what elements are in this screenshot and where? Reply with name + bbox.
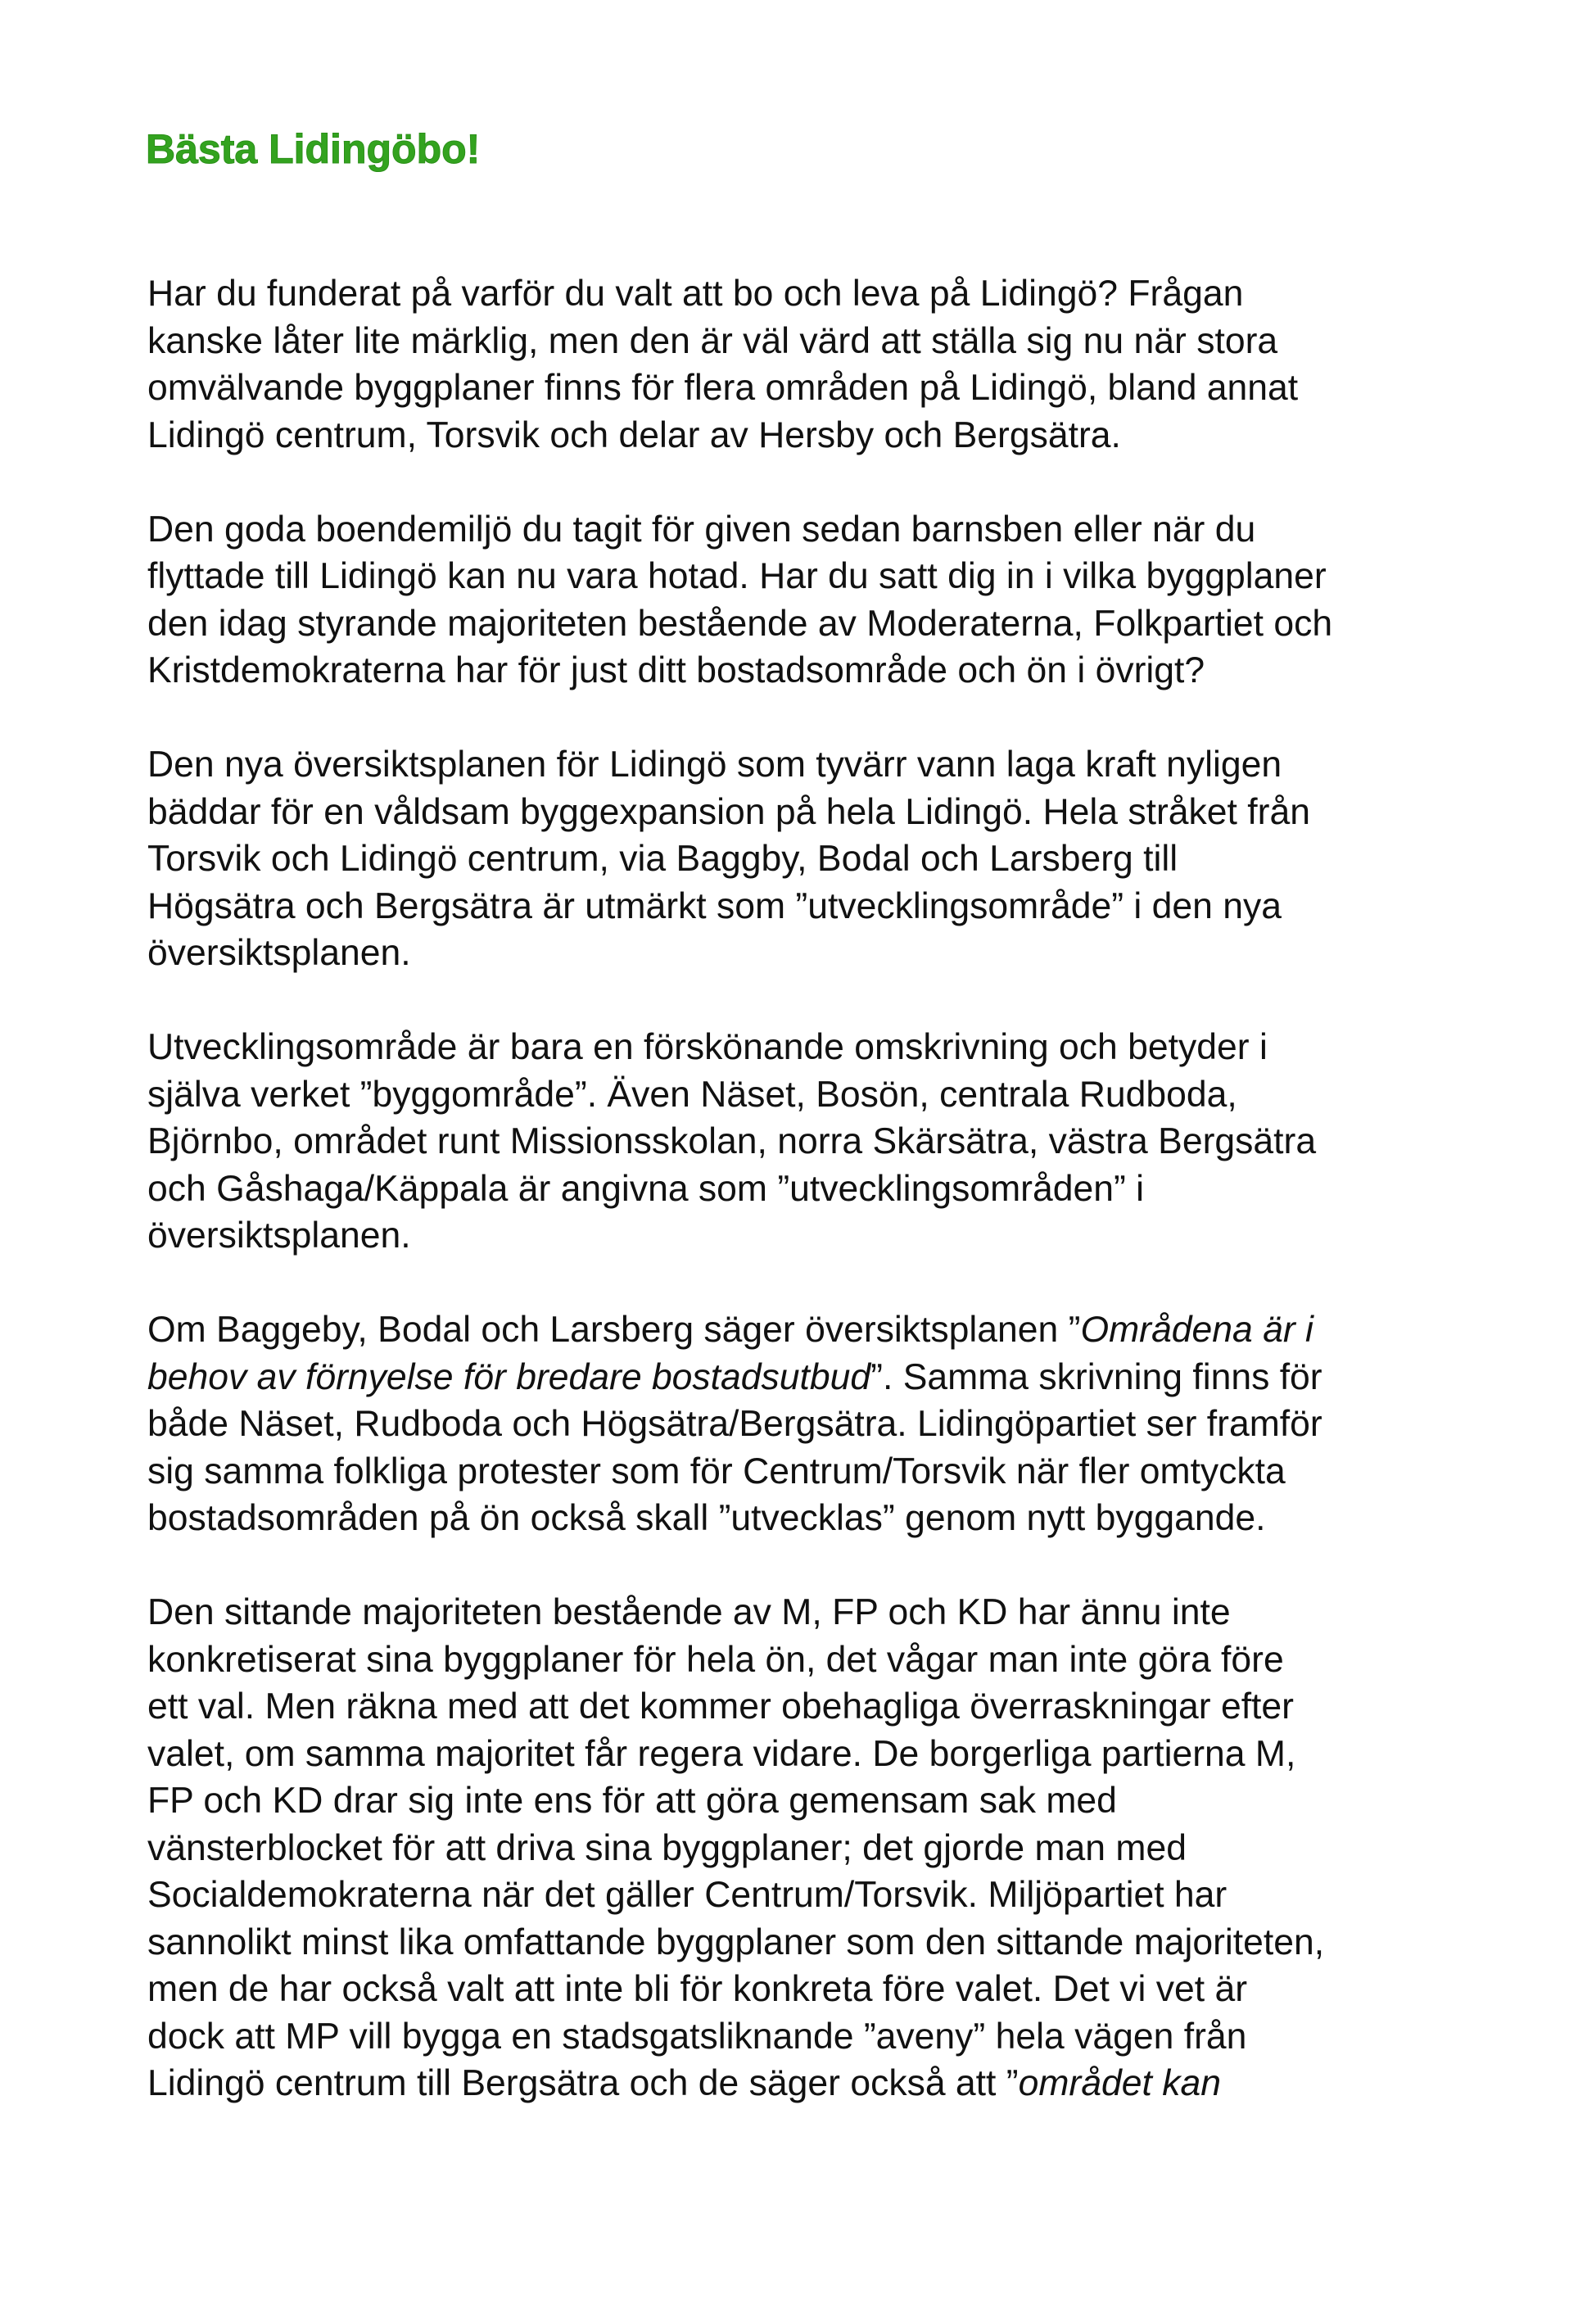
text-line: men de har också valt att inte bli för konkreta före valet. Det vi vet är [147,1969,1248,2009]
document-body [147,270,1490,2154]
paragraph [147,506,1490,695]
italic-quote: området kan [1018,2063,1221,2103]
text-run: Om Baggeby, Bodal och Larsberg säger översiktsplanen ” [147,1310,1081,1350]
text-line: Har du funderat på varför du valt att bo och leva på Lidingö? Frågan [147,274,1244,314]
text-line: Björnbo, området runt Missionsskolan, norra Skärsätra, västra Bergsätra [147,1121,1317,1161]
paragraph [147,1306,1490,1542]
text-line: FP och KD drar sig inte ens för att göra gemensam sak med [147,1781,1117,1821]
text-line: ett val. Men räkna med att det kommer obehagliga överraskningar efter [147,1686,1294,1727]
text-line [147,2060,1490,2107]
text-line: både Näset, Rudboda och Högsätra/Bergsätra. Lidingöpartiet ser framför [147,1404,1322,1444]
text-line: Torsvik och Lidingö centrum, via Baggby, Bodal och Larsberg till [147,839,1178,879]
text-line: Kristdemokraterna har för just ditt bostadsområde och ön i övrigt? [147,650,1205,690]
text-line: Den goda boendemiljö du tagit för given sedan barnsben eller när du [147,509,1256,550]
text-line: Lidingö centrum, Torsvik och delar av Hersby och Bergsätra. [147,414,1121,455]
text-line: Den sittande majoriteten bestående av M, FP och KD har ännu inte [147,1592,1231,1632]
paragraph [147,741,1490,977]
text-line [147,1354,1490,1401]
text-line: Högsätra och Bergsätra är utmärkt som ”utvecklingsområde” i den nya [147,885,1282,926]
text-line: kanske låter lite märklig, men den är väl värd att ställa sig nu när stora [147,320,1278,361]
text-line: Socialdemokraterna när det gäller Centrum/Torsvik. Miljöpartiet har [147,1875,1228,1915]
text-line: och Gåshaga/Käppala är angivna som ”utvecklingsområden” i [147,1168,1145,1209]
text-line [147,1306,1490,1354]
text-line: bäddar för en våldsam byggexpansion på hela Lidingö. Hela stråket från [147,791,1310,832]
paragraph [147,270,1490,459]
text-line: sannolikt minst lika omfattande byggplaner som den sittande majoriteten, [147,1921,1325,1962]
italic-quote: Områdena är i [1080,1310,1313,1350]
text-line: översiktsplanen. [147,1215,411,1256]
text-line: flyttade till Lidingö kan nu vara hotad. Har du satt dig in i vilka byggplaner [147,556,1327,596]
text-line: själva verket ”byggområde”. Även Näset, Bosön, centrala Rudboda, [147,1074,1237,1115]
paragraph [147,1024,1490,1260]
text-run: ”. Samma skrivning finns för [870,1356,1322,1397]
text-line: översiktsplanen. [147,933,411,973]
text-line: den idag styrande majoriteten bestående av Moderaterna, Folkpartiet och [147,603,1333,644]
italic-quote: behov av förnyelse för bredare bostadsutbud [147,1356,871,1397]
text-line: bostadsområden på ön också skall ”utvecklas” genom nytt byggande. [147,1498,1266,1538]
text-line: valet, om samma majoritet får regera vidare. De borgerliga partierna M, [147,1733,1296,1774]
text-run: Lidingö centrum till Bergsätra och de säger också att ” [147,2063,1019,2103]
text-line: omvälvande byggplaner finns för flera områden på Lidingö, bland annat [147,368,1299,408]
paragraph [147,1589,1490,2107]
text-line: Den nya översiktsplanen för Lidingö som tyvärr vann laga kraft nyligen [147,745,1282,785]
text-line: vänsterblocket för att driva sina byggplaner; det gjorde man med [147,1827,1187,1868]
text-line: Utvecklingsområde är bara en förskönande omskrivning och betyder i [147,1027,1268,1067]
text-line: sig samma folkliga protester som för Centrum/Torsvik när fler omtyckta [147,1451,1286,1491]
text-line: dock att MP vill bygga en stadsgatsliknande ”aveny” hela vägen från [147,2016,1247,2057]
text-line: konkretiserat sina byggplaner för hela ön, det vågar man inte göra före [147,1639,1284,1680]
page-heading: Bästa Lidingöbo! [146,126,481,172]
